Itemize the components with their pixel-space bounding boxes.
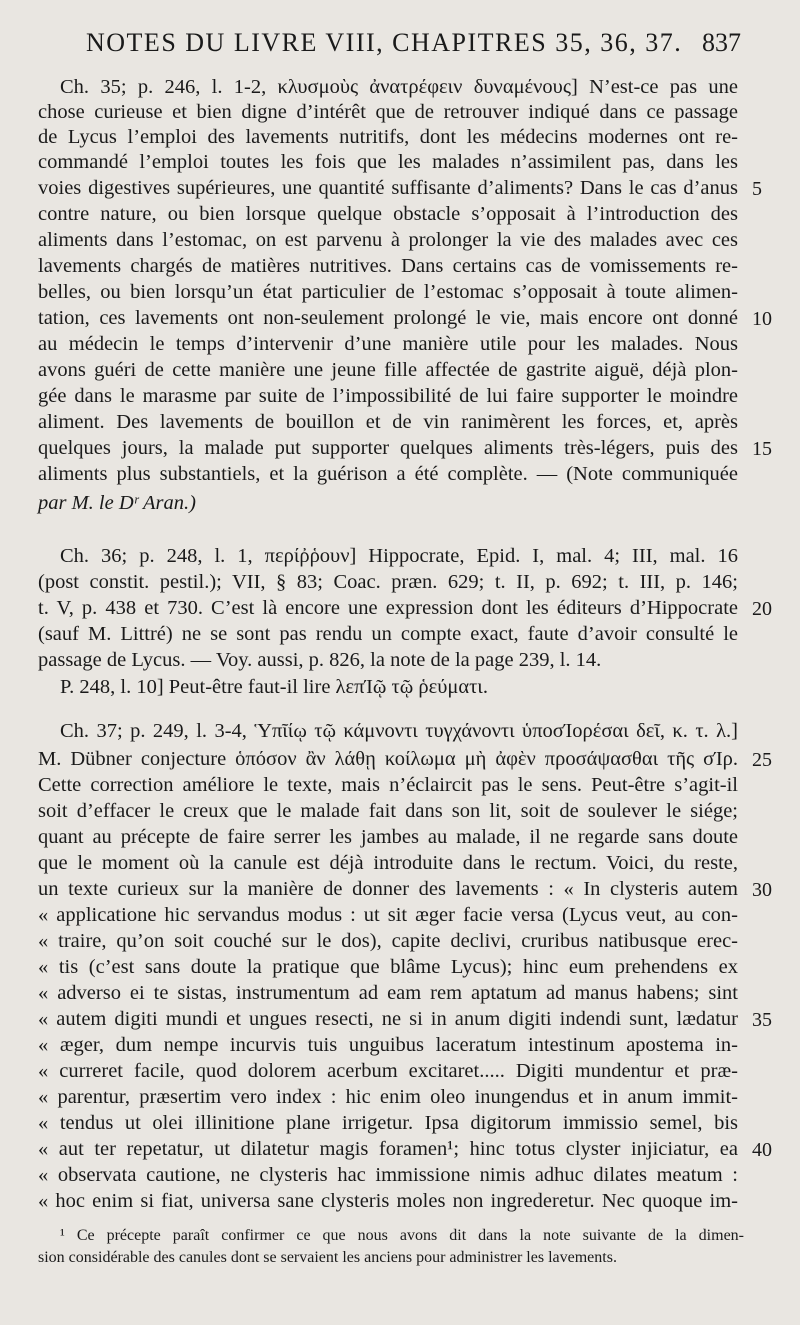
text-line: « parentur, præsertim vero index : hic enim oleo inungendus et in anum immit- <box>38 1086 738 1108</box>
text-line: belles, ou bien lorsqu’un état particulier de l’estomac s’opposait à toute alimen- <box>38 281 738 303</box>
page-header <box>0 28 800 64</box>
text-line: t. V, p. 438 et 730. C’est là encore une expression dont les éditeurs d’Hippocrate <box>38 597 738 619</box>
text-line: aliments plus substantiels, et la guérison a été complète. — (Note communiquée <box>38 463 738 485</box>
text-line: aliment. Des lavements de bouillon et de vin ranimèrent les forces, et, après <box>38 411 738 433</box>
text-line: passage de Lycus. — Voy. aussi, p. 826, la note de la page 239, l. 14. <box>38 649 602 671</box>
text-line: « observata cautione, ne clysteris hac immissione nimis adhuc dilates meatum : <box>38 1164 738 1186</box>
text-line: quant au précepte de faire serrer les jambes au malade, il ne regarde sans doute <box>38 826 738 848</box>
text-line: (sauf M. Littré) ne se sont pas rendu un compte exact, faute d’avoir consulté le <box>38 623 738 645</box>
text-line: « applicatione hic servandus modus : ut sit æger facie versa (Lycus veut, au con- <box>38 904 738 926</box>
text-line: que le moment où la canule est déjà introduite dans le rectum. Voici, du reste, <box>38 852 738 874</box>
text-line: « tendus ut olei illinitione plane irrigetur. Ipsa digitorum immissio semel, bis <box>38 1112 738 1134</box>
line-number: 15 <box>752 438 772 460</box>
text-line: soit d’effacer le creux que le malade fait dans son lit, soit de soulever le siége; <box>38 800 738 822</box>
text-line: P. 248, l. 10] Peut-être faut-il lire λεπΊῷ τῷ ῥεύματι. <box>60 676 488 698</box>
text-line: Ch. 35; p. 246, l. 1-2, κλυσμοὺς ἀνατρέφειν δυναμένους] N’est-ce pas une <box>60 76 738 98</box>
text-line: Ch. 37; p. 249, l. 3-4, Ὑπῖίῳ τῷ κάμνοντι τυγχάνοντι ὑποσΊορέσαι δεῖ, κ. τ. λ.] <box>60 720 738 742</box>
line-number: 10 <box>752 308 772 330</box>
text-line: au médecin le temps d’intervenir d’une manière utile pour les malades. Nous <box>38 333 738 355</box>
text-line: « traire, qu’on soit couché sur le dos), capite declivi, cruribus natibusque erec- <box>38 930 738 952</box>
footnote-line: sion considérable des canules dont se servaient les anciens pour administrer les lavements. <box>38 1249 617 1266</box>
text-line: « curreret facile, quod dolorem acerbum excitaret..... Digiti mundentur et præ- <box>38 1060 738 1082</box>
text-line: chose curieuse et bien digne d’intérêt que de retrouver indiqué dans ce passage <box>38 101 738 123</box>
text-line: gée dans le marasme par suite de l’impossibilité de lui faire supporter le moindre <box>38 385 738 407</box>
line-number: 20 <box>752 598 772 620</box>
text-line: M. Dübner conjecture ὁπόσον ἂν λάθῃ κοίλωμα μὴ ἀφὲν προσάψασθαι τῆς σΊρ. <box>38 748 738 770</box>
text-line: avons guéri de cette manière une jeune fille affectée de gastrite aiguë, déjà plon- <box>38 359 738 381</box>
text-line: commandé l’emploi toutes les fois que les malades n’assimilent pas, dans les <box>38 151 738 173</box>
line-number: 35 <box>752 1009 772 1031</box>
text-line: un texte curieux sur la manière de donner des lavements : « In clysteris autem <box>38 878 738 900</box>
text-line: « hoc enim si fiat, universa sane clysteris moles non ingrederetur. Nec quoque im- <box>38 1190 738 1212</box>
text-line: quelques jours, la malade put supporter quelques aliments très-légers, puis des <box>38 437 738 459</box>
text-line: « æger, dum nempe incurvis tuis unguibus laceratum intestinum apostema in- <box>38 1034 738 1056</box>
text-line: par M. le Dʳ Aran.) <box>38 492 196 514</box>
text-line: tation, ces lavements ont non-seulement prolongé le vie, mais encore ont donné <box>38 307 738 329</box>
line-number: 5 <box>752 178 762 200</box>
page-number: 837 <box>702 28 741 57</box>
running-head: NOTES DU LIVRE VIII, CHAPITRES 35, 36, 37. <box>86 28 683 57</box>
text-line: Cette correction améliore le texte, mais n’éclaircit pas le sens. Peut-être s’agit-il <box>38 774 738 796</box>
text-line: aliments dans l’estomac, on est parvenu à prolonger la vie des malades avec ces <box>38 229 738 251</box>
line-number: 30 <box>752 879 772 901</box>
footnote-line: ¹ Ce précepte paraît confirmer ce que nous avons dit dans la note suivante de la dimen- <box>60 1227 744 1244</box>
text-line: (post constit. pestil.); VII, § 83; Coac. præn. 629; t. II, p. 692; t. III, p. 146; <box>38 571 738 593</box>
text-line: Ch. 36; p. 248, l. 1, περίῤῥουν] Hippocrate, Epid. I, mal. 4; III, mal. 16 <box>60 545 738 567</box>
text-line: « tis (c’est sans doute la pratique que blâme Lycus); hinc eum prehendens ex <box>38 956 738 978</box>
line-number: 25 <box>752 749 772 771</box>
text-line: voies digestives supérieures, une quantité suffisante d’aliments? Dans le cas d’anus <box>38 177 738 199</box>
line-number: 40 <box>752 1139 772 1161</box>
text-line: contre nature, ou bien lorsque quelque obstacle s’opposait à l’introduction des <box>38 203 738 225</box>
text-line: « autem digiti mundi et ungues resecti, ne si in anum digiti indendi sunt, lædatur <box>38 1008 738 1030</box>
text-line: « aut ter repetatur, ut dilatetur magis foramen¹; hinc totus clyster injiciatur, ea <box>38 1138 738 1160</box>
text-line: de Lycus l’emploi des lavements nutritifs, dont les médecins modernes ont re- <box>38 126 738 148</box>
text-line: lavements chargés de matières nutritives. Dans certains cas de vomissements re- <box>38 255 738 277</box>
text-line: « adverso ei te sistas, instrumentum ad eam rem aptatum ad manus habens; sint <box>38 982 738 1004</box>
